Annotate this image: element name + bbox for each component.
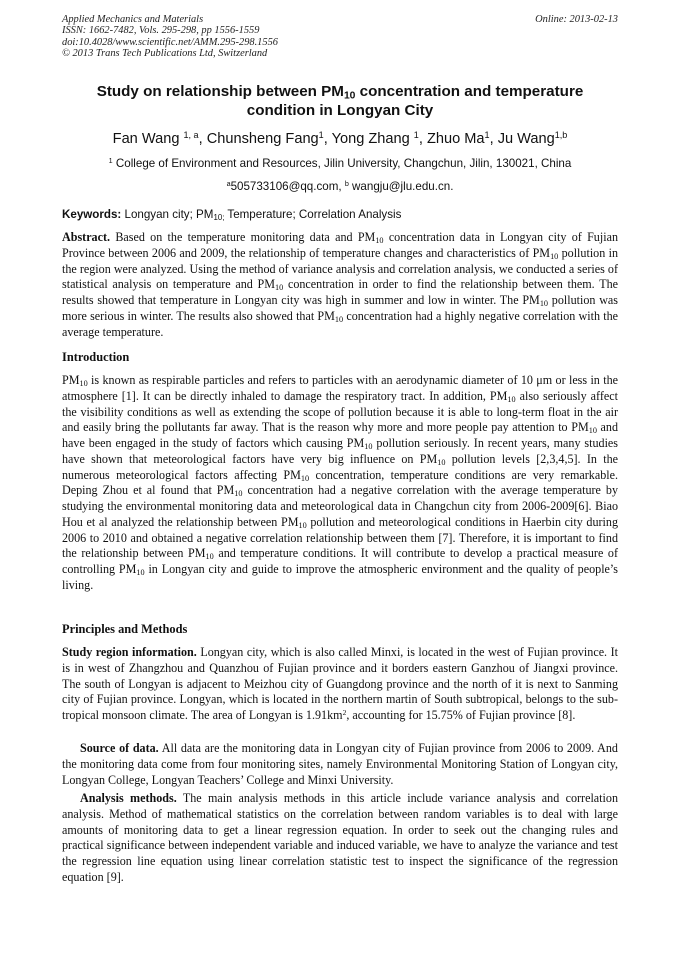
study-region-paragraph: Study region information. Longyan city, which is also called Minxi, is located in the west of Fujian province. It is in west of Zhangzhou and Quanzhou of Fujian province and it borders eastern Ganzhou of Jiangxi province. The south of Longyan is adjacent to Meizhou city of Guangdong province and the north of it is next to Sanming city of Fujian province. Longyan, which is located in the northern martin of South subtropical, belongs to the sub-tropical monsoon climate. The area of Longyan is $1.91km^2$, accounting for 15.75% of Fujian province [8]. [62, 645, 618, 722]
author-emails: $^a$505733106@qq.com, $^b$ wangju@jlu.edu.cn. [226, 179, 454, 193]
email-a: 505733106@qq.com, [230, 180, 345, 193]
journal-name: Applied Mechanics and Materials [62, 14, 204, 25]
introduction-heading: Introduction [62, 350, 130, 364]
email-b: wangju@jlu.edu.cn. [348, 180, 454, 193]
abstract-paragraph: Abstract. Based on the temperature monitoring data and $PM_{10}$ concentration data in Longyan city of Fujian Province between 2006 and 2009, the relationship of temperature changes and characteristics of $PM_{10}$ pollution in the region were analyzed. Using the method of variance analysis and correlation analysis, we conducted a series of statistical analysis on temperature and $PM_{10}$ concentration in order to find the relationship between them. The results showed that temperature in Longyan city was high in summer and low in winter. The $PM_{10}$ pollution was more serious in winter. The results also showed that $PM_{10}$ concentration had a highly negative correlation with the average temperature. [62, 230, 619, 339]
source-of-data-paragraph: Source of data. All data are the monitoring data in Longyan city of Fujian province from 2006 to 2009. And the monitoring data come from four monitoring sites, namely Environmental Monitoring Station of Longyan city, Longyan College, Longyan Teachers’ College and Minxi University. [62, 741, 618, 787]
title-line-1: Study on relationship between $PM_{10}$ concentration and temperature [96, 83, 584, 102]
journal-header [62, 14, 618, 60]
affiliation: $^1$ College of Environment and Resources, Jilin University, Changchun, Jilin, 130021, China [108, 156, 572, 170]
paper-title [62, 82, 618, 120]
doi-line: doi:10.4028/www.scientific.net/AMM.295-298.1556 [62, 36, 278, 48]
copyright-line: © 2013 Trans Tech Publications Ltd, Switzerland [62, 48, 268, 60]
introduction-paragraph: $PM_{10}$ is known as respirable particles and refers to particles with an aerodynamic diameter of 10 μm or less in the atmosphere [1]. It can be directly inhaled to damage the respiratory tract. In addition, $PM_{10}$ also seriously affect the visibility conditions as well as extending the scope of pollution because it is able to long-term float in the air and easily bring the pollutants far away. That is the reason why more and more people pay attention to $PM_{10}$ and have been engaged in the study of factors which causing $PM_{10}$ pollution seriously. In recent years, many studies have shown that meteorological factors have very big influence on $PM_{10}$ pollution levels [2,3,4,5]. In the numerous meteorological factors affecting $PM_{10}$ concentration, temperature conditions are very remarkable. Deping Zhou et al found that $PM_{10}$ concentration had a negative correlation with the average temperature by studying the environmental monitoring data and meteorological data in Changchun city from 2006-2009[6]. Biao Hou et al analyzed the relationship between $PM_{10}$ pollution and meteorological conditions in Haerbin city during 2006 to 2010 and obtained a negative correlation relationship between them [7]. Therefore, it is important to find the relationship between $PM_{10}$ and temperature conditions. It will contribute to develop a practical measure of controlling $PM_{10}$ in Longyan city and guide to improve the atmospheric environment and the quality of people’s living. [62, 373, 619, 592]
keywords: Keywords: Longyan city; $PM_{10;}$ Temperature; Correlation Analysis [62, 208, 402, 222]
title-line-2: condition in Longyan City [246, 102, 434, 119]
issn-line: ISSN: 1662-7482, Vols. 295-298, pp 1556-1559 [62, 25, 260, 37]
online-date: Online: 2013-02-13 [535, 14, 618, 25]
author-list: Fan Wang $^{1, a}$, Chunsheng Fang$^1$, Yong Zhang $^1$, Zhuo Ma$^1$, Ju Wang$^{1,b}$ [112, 130, 568, 147]
analysis-methods-paragraph: Analysis methods. The main analysis methods in this article include variance analysis and correlation analysis. Method of mathematical statistics on the correlation between random variables is to deal with large amounts of monitoring data to get a linear regression equation. In order to seek out the changing rules and practical significance between independent variable and induced variable, we have to analyze the variance and test the regression line equation using linear correlation statistic test to inspect the significance of the regression equation [9]. [62, 791, 618, 884]
principles-heading: Principles and Methods [62, 622, 188, 636]
